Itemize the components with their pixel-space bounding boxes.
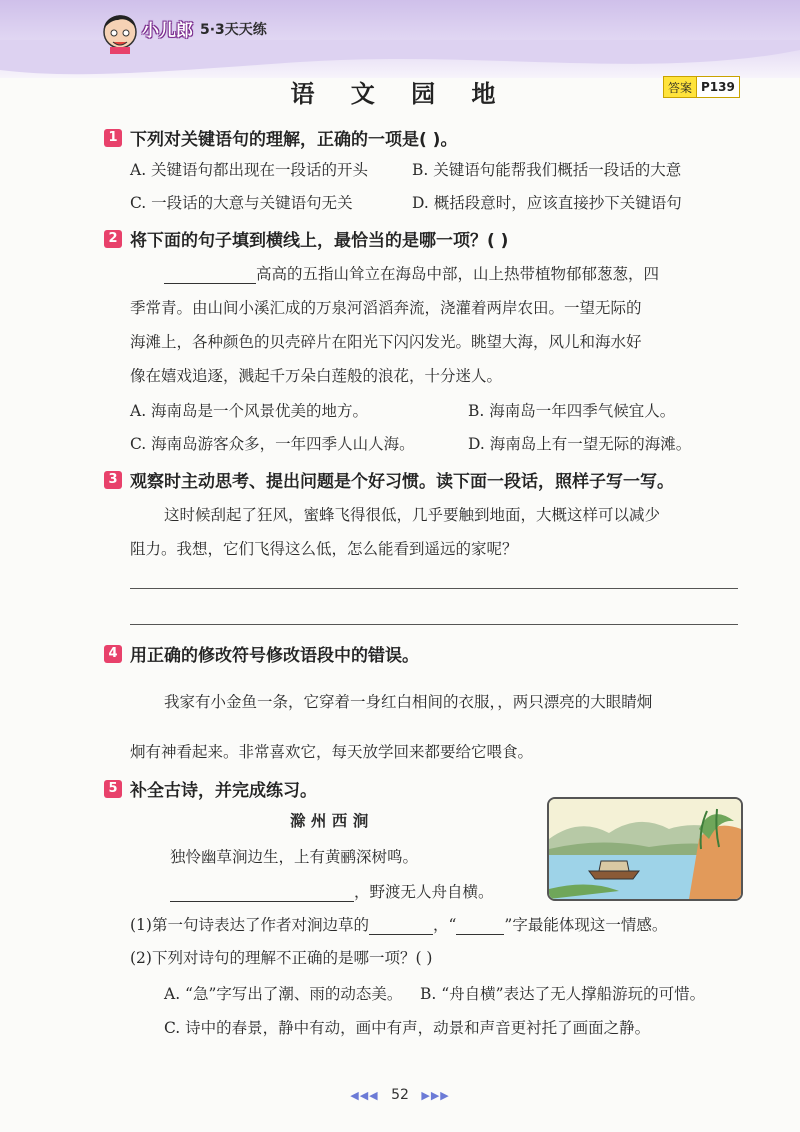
poem-line-2: ，野渡无人舟自横。: [170, 880, 494, 902]
question-number-badge: 4: [104, 645, 122, 663]
option-c: C. 诗中的春景，静中有动，画中有声，动景和声音更衬托了画面之静。: [164, 1019, 651, 1037]
landscape-boat-icon: [549, 799, 741, 899]
answer-tag: [663, 76, 740, 98]
option-b: B. 关键语句能帮我们概括一段话的大意: [412, 161, 682, 179]
passage-line: 高高的五指山耸立在海岛中部，山上热带植物郁郁葱葱，四: [164, 262, 659, 284]
question-1: [104, 125, 457, 150]
option-a: A. 海南岛是一个风景优美的地方。: [130, 402, 369, 420]
question-number-badge: 3: [104, 471, 122, 489]
question-5: [104, 776, 317, 801]
question-stem: 用正确的修改符号修改语段中的错误。: [130, 646, 419, 666]
passage-line: 阻力。我想，它们飞得这么低，怎么能看到遥远的家呢？: [130, 540, 518, 558]
option-b: B. 海南岛一年四季气候宜人。: [468, 402, 676, 420]
left-arrows-icon: ◀◀◀: [350, 1089, 379, 1102]
answer-line[interactable]: [130, 588, 738, 589]
question-number-badge: 5: [104, 780, 122, 798]
series-name: 5·3天天练: [200, 22, 267, 38]
option-d: D. 海南岛上有一望无际的海滩。: [468, 435, 692, 453]
question-3: [104, 467, 674, 492]
fill-blank[interactable]: [164, 265, 256, 284]
question-number-badge: 2: [104, 230, 122, 248]
page-number: 52: [391, 1087, 409, 1103]
poem-line-1: 独怜幽草涧边生，上有黄鹂深树鸣。: [170, 848, 419, 866]
page-title: 语 文 园 地: [290, 80, 510, 108]
option-a: A. “急”字写出了潮、雨的动态美。: [164, 985, 403, 1003]
question-number-badge: 1: [104, 129, 122, 147]
option-c: C. 一段话的大意与关键语句无关: [130, 194, 353, 212]
question-stem: 补全古诗，并完成练习。: [130, 781, 317, 801]
question-4: [104, 641, 419, 666]
right-arrows-icon: ▶▶▶: [421, 1089, 450, 1102]
sub-question-1: (1)第一句诗表达了作者对涧边草的 ，“ ”字最能体现这一情感。: [130, 916, 668, 934]
answer-tag-page: P139: [696, 77, 739, 97]
poem-title: 滁 州 西 涧: [290, 812, 369, 830]
fill-blank[interactable]: [456, 916, 504, 935]
option-d: D. 概括段意时，应该直接抄下关键语句: [412, 194, 682, 212]
passage-line: 这时候刮起了狂风，蜜蜂飞得很低，几乎要触到地面，大概这样可以减少: [164, 506, 661, 524]
question-2: [104, 226, 508, 251]
answer-line[interactable]: [130, 624, 738, 625]
passage-line: 像在嬉戏追逐，溅起千万朵白莲般的浪花，十分迷人。: [130, 367, 503, 385]
fill-blank[interactable]: [369, 916, 433, 935]
option-b: B. “舟自横”表达了无人撑船游玩的可惜。: [420, 985, 706, 1003]
option-c: C. 海南岛游客众多，一年四季人山人海。: [130, 435, 415, 453]
poem-illustration: [547, 797, 743, 901]
brand-logo: 小儿郎: [142, 21, 193, 41]
passage-line: 炯有神看起来。非常喜欢它，每天放学回来都要给它喂食。: [130, 743, 534, 761]
answer-tag-label: 答案: [668, 80, 693, 95]
page-footer: [0, 1087, 800, 1103]
sub-question-2: (2)下列对诗句的理解不正确的是哪一项？( ): [130, 949, 433, 967]
option-a: A. 关键语句都出现在一段话的开头: [130, 161, 369, 179]
question-stem: 下列对关键语句的理解，正确的一项是( )。: [130, 130, 458, 150]
question-stem: 将下面的句子填到横线上，最恰当的是哪一项？( ): [130, 231, 509, 251]
passage-line: 我家有小金鱼一条，它穿着一身红白相间的衣服，，两只漂亮的大眼睛炯: [164, 693, 653, 711]
passage-line: 海滩上，各种颜色的贝壳碎片在阳光下闪闪发光。眺望大海，风儿和海水好: [130, 333, 642, 351]
mascot-logo-icon: [98, 8, 142, 54]
question-stem: 观察时主动思考、提出问题是个好习惯。读下面一段话，照样子写一写。: [130, 472, 674, 492]
passage-line: 季常青。由山间小溪汇成的万泉河滔滔奔流，浇灌着两岸农田。一望无际的: [130, 299, 642, 317]
fill-blank[interactable]: [170, 883, 354, 902]
